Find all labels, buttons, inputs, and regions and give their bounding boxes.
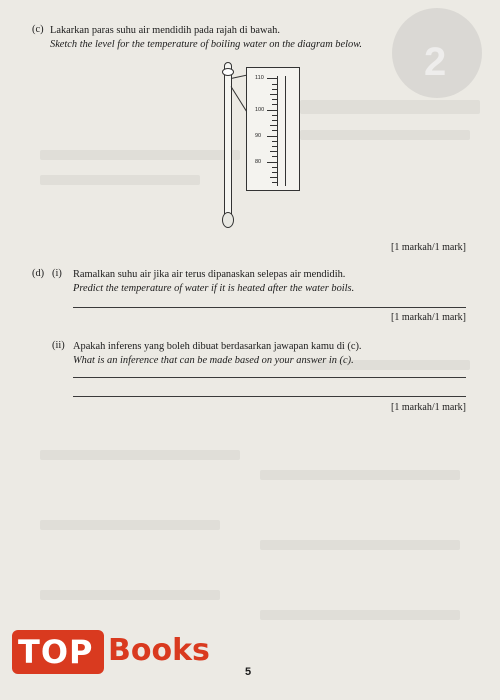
question-d-ii-english: What is an inference that can be made based on your answer in (c). <box>73 355 354 366</box>
tick-minor <box>272 182 277 183</box>
bleed-block <box>40 590 220 600</box>
logo-top-badge <box>12 630 104 674</box>
question-c-english: Sketch the level for the temperature of boiling water on the diagram below. <box>50 39 362 50</box>
thermometer-bulb <box>222 212 234 228</box>
page-number: 5 <box>245 666 252 678</box>
zoom-line <box>231 86 248 112</box>
question-d-i-malay: Ramalkan suhu air jika air terus dipanaskan selepas air mendidih. <box>73 269 346 280</box>
tick-minor <box>272 89 277 90</box>
tick-minor <box>270 177 277 178</box>
question-d-ii-marks: [1 markah/1 mark] <box>391 402 466 413</box>
tick-minor <box>272 172 277 173</box>
bleed-block <box>300 100 480 114</box>
tick-minor <box>270 94 277 95</box>
tick-major <box>267 162 277 163</box>
tick-major <box>267 136 277 137</box>
tick-minor <box>272 120 277 121</box>
bleed-block <box>260 610 460 620</box>
bleed-block <box>260 470 460 480</box>
question-c-label: (c) <box>32 24 44 35</box>
logo-top-text: TOP <box>18 633 94 671</box>
thermometer-top-ring <box>222 68 234 76</box>
tick-label-110: 110 <box>255 75 264 81</box>
bleed-block <box>300 130 470 140</box>
answer-line-d-ii-2[interactable] <box>73 396 466 397</box>
bleed-block <box>260 540 460 550</box>
tick-label-80: 80 <box>255 159 262 165</box>
topbooks-logo <box>12 630 210 674</box>
bleed-block <box>40 450 240 460</box>
question-d-i-marks: [1 markah/1 mark] <box>391 312 466 323</box>
bleed-block <box>40 175 200 185</box>
tick-minor <box>272 141 277 142</box>
tick-minor <box>270 151 277 152</box>
tick-minor <box>272 115 277 116</box>
scale-column <box>277 76 278 186</box>
tick-minor <box>272 99 277 100</box>
tick-label-90: 90 <box>255 133 262 139</box>
question-d-ii-label: (ii) <box>52 340 65 351</box>
bleed-block <box>40 520 220 530</box>
question-c-malay: Lakarkan paras suhu air mendidih pada rajah di bawah. <box>50 25 280 36</box>
thermometer-scale-zoom <box>246 67 300 191</box>
tick-minor <box>270 125 277 126</box>
tick-minor <box>272 146 277 147</box>
tick-major <box>267 78 277 79</box>
bleed-circle <box>392 8 482 98</box>
logo-books-text: Books <box>108 633 210 668</box>
tick-minor <box>272 130 277 131</box>
bleed-block <box>40 150 240 160</box>
tick-major <box>267 110 277 111</box>
question-d-ii-malay: Apakah inferens yang boleh dibuat berdasarkan jawapan kamu di (c). <box>73 341 362 352</box>
question-d-i-english: Predict the temperature of water if it is heated after the water boils. <box>73 283 355 294</box>
question-d-label: (d) <box>32 268 45 279</box>
question-d-i-label: (i) <box>52 268 62 279</box>
tick-minor <box>272 104 277 105</box>
answer-line-d-ii-1[interactable] <box>73 377 466 378</box>
tick-label-100: 100 <box>255 107 265 113</box>
tick-minor <box>272 84 277 85</box>
scale-column <box>285 76 286 186</box>
tick-minor <box>272 167 277 168</box>
tick-minor <box>272 156 277 157</box>
bleed-chapter-number: 2 <box>424 40 447 84</box>
question-c-marks: [1 markah/1 mark] <box>391 242 466 253</box>
answer-line-d-i[interactable] <box>73 307 466 308</box>
